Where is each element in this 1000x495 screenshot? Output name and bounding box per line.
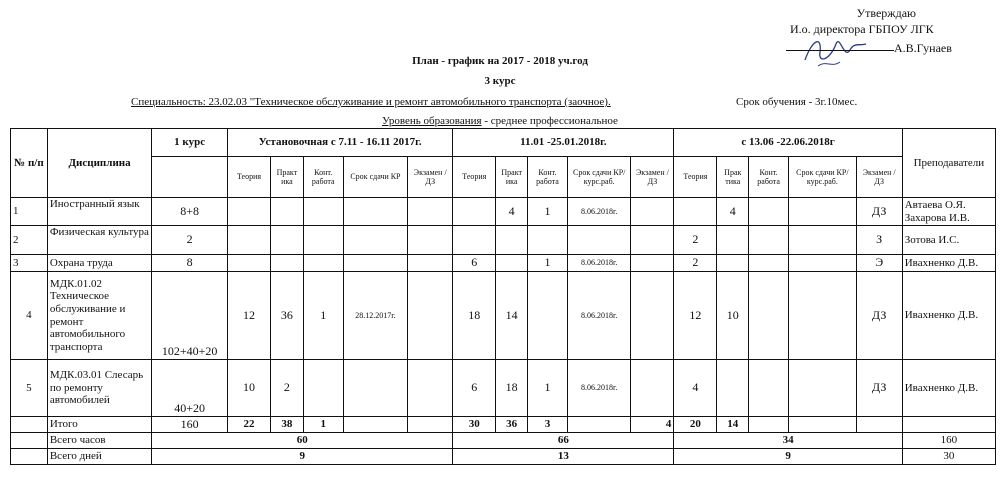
row-p1-practice xyxy=(271,198,304,226)
schedule-table xyxy=(10,128,996,465)
hours-total: 160 xyxy=(902,433,995,449)
total-teacher-blank xyxy=(902,417,995,433)
total-p3-exam xyxy=(856,417,902,433)
row-p2-deadline: 8.06.2018г. xyxy=(567,272,630,360)
total-label: Итого xyxy=(47,417,151,433)
days-period3: 9 xyxy=(674,449,902,465)
row-p2-theory xyxy=(453,226,496,255)
days-number-blank xyxy=(11,449,48,465)
row-p3-exam: З xyxy=(856,226,902,255)
approval-position: И.о. директора ГБПОУ ЛГК xyxy=(790,22,934,36)
total-p1-deadline xyxy=(343,417,408,433)
row-p2-exam xyxy=(631,272,674,360)
sub2-deadline: Срок сдачи КР/ курс.раб. xyxy=(567,157,630,198)
row-p1-control xyxy=(303,198,343,226)
row-p3-control xyxy=(749,255,789,272)
total-p1-exam xyxy=(408,417,453,433)
sub3-deadline: Срок сдачи КР/ курс.раб. xyxy=(789,157,857,198)
document-course: 3 курс xyxy=(484,75,516,87)
row-p2-practice: 18 xyxy=(496,360,528,417)
row-p2-practice: 14 xyxy=(496,272,528,360)
row-p1-exam xyxy=(408,198,453,226)
hours-period3: 34 xyxy=(674,433,902,449)
total-p1-practice: 38 xyxy=(271,417,304,433)
total-p1-control: 1 xyxy=(303,417,343,433)
row-number: 4 xyxy=(11,272,48,360)
study-term: Срок обучения - 3г.10мес. xyxy=(736,96,858,108)
document-title: План - график на 2017 - 2018 уч.год xyxy=(412,55,588,67)
total-p2-practice: 36 xyxy=(496,417,528,433)
header-number: № п/п xyxy=(11,129,48,198)
header-course1-blank xyxy=(152,157,228,198)
row-p2-practice xyxy=(496,255,528,272)
row-p2-theory: 6 xyxy=(453,360,496,417)
total-p2-control: 3 xyxy=(528,417,568,433)
header-period3: с 13.06 -22.06.2018г xyxy=(674,129,902,157)
row-p3-practice xyxy=(717,226,749,255)
row-p2-control xyxy=(528,272,568,360)
row-p1-theory xyxy=(228,226,271,255)
sub3-practice: Прак тика xyxy=(717,157,749,198)
row-teacher: Ивахненко Д.В. xyxy=(902,272,995,360)
sub3-exam: Экзамен / ДЗ xyxy=(856,157,902,198)
header-period1: Установочная с 7.11 - 16.11 2017г. xyxy=(228,129,453,157)
header-row-sub xyxy=(11,157,996,198)
row-p2-control: 1 xyxy=(528,198,568,226)
table-row xyxy=(11,198,996,226)
row-teacher: Зотова И.С. xyxy=(902,226,995,255)
approval-title: Утверждаю xyxy=(856,6,916,20)
row-p3-deadline xyxy=(789,198,857,226)
days-total: 30 xyxy=(902,449,995,465)
table-row xyxy=(11,255,996,272)
total-p3-deadline xyxy=(789,417,857,433)
row-p2-deadline: 8.06.2018г. xyxy=(567,360,630,417)
row-p2-practice: 4 xyxy=(496,198,528,226)
header-discipline: Дисциплина xyxy=(47,129,151,198)
sub2-practice: Практ ика xyxy=(496,157,528,198)
row-p2-control xyxy=(528,226,568,255)
row-p3-control xyxy=(749,226,789,255)
row-p3-theory: 2 xyxy=(674,226,717,255)
total-p1-theory: 22 xyxy=(228,417,271,433)
sub1-practice: Практ ика xyxy=(271,157,304,198)
row-discipline: МДК.03.01 Слесарь по ремонту автомобилей xyxy=(47,360,151,417)
row-p2-exam xyxy=(631,226,674,255)
education-level-label: Уровень образования xyxy=(382,115,482,127)
row-p3-exam: ДЗ xyxy=(856,272,902,360)
header-period2: 11.01 -25.01.2018г. xyxy=(453,129,674,157)
row-p2-control: 1 xyxy=(528,360,568,417)
total-p3-control xyxy=(749,417,789,433)
approval-name: А.В.Гунаев xyxy=(894,41,952,55)
total-p3-theory: 20 xyxy=(674,417,717,433)
sub3-theory: Теория xyxy=(674,157,717,198)
row-p1-control xyxy=(303,360,343,417)
hours-period1: 60 xyxy=(152,433,453,449)
specialty-line: Специальность: 23.02.03 "Техническое обслуживание и ремонт автомобильного транспорта (заочное). xyxy=(131,96,611,108)
row-p1-theory xyxy=(228,198,271,226)
row-p2-deadline: 8.06.2018г. xyxy=(567,198,630,226)
row-p1-deadline xyxy=(343,360,408,417)
header-course1: 1 курс xyxy=(152,129,228,157)
days-row xyxy=(11,449,996,465)
education-level xyxy=(0,115,1000,127)
row-p1-theory xyxy=(228,255,271,272)
total-row xyxy=(11,417,996,433)
total-number-blank xyxy=(11,417,48,433)
row-teacher: Ивахненко Д.В. xyxy=(902,360,995,417)
row-number: 1 xyxy=(11,198,48,226)
days-period1: 9 xyxy=(152,449,453,465)
row-p1-practice xyxy=(271,255,304,272)
row-p3-theory: 2 xyxy=(674,255,717,272)
total-p3-practice: 14 xyxy=(717,417,749,433)
hours-row xyxy=(11,433,996,449)
row-p1-deadline xyxy=(343,198,408,226)
row-p1-exam xyxy=(408,226,453,255)
row-course1: 2 xyxy=(152,226,228,255)
row-p2-exam xyxy=(631,255,674,272)
row-p1-theory: 10 xyxy=(228,360,271,417)
header-row-top xyxy=(11,129,996,157)
row-p3-deadline xyxy=(789,226,857,255)
sub1-deadline: Срок сдачи КР xyxy=(343,157,408,198)
row-number: 2 xyxy=(11,226,48,255)
sub1-theory: Теория xyxy=(228,157,271,198)
hours-label: Всего часов xyxy=(47,433,151,449)
row-p1-exam xyxy=(408,272,453,360)
row-course1: 8+8 xyxy=(152,198,228,226)
row-p2-theory xyxy=(453,198,496,226)
row-course1: 8 xyxy=(152,255,228,272)
row-p2-exam xyxy=(631,360,674,417)
hours-number-blank xyxy=(11,433,48,449)
row-p2-control: 1 xyxy=(528,255,568,272)
table-row xyxy=(11,226,996,255)
row-course1: 102+40+20 xyxy=(152,272,228,360)
row-p2-deadline: 8.06.2018г. xyxy=(567,255,630,272)
row-p1-exam xyxy=(408,360,453,417)
row-p2-theory: 18 xyxy=(453,272,496,360)
sub2-exam: Экзамен / ДЗ xyxy=(631,157,674,198)
sub3-control: Конт. работа xyxy=(749,157,789,198)
row-discipline: Физическая культура xyxy=(47,226,151,255)
row-discipline: Иностранный язык xyxy=(47,198,151,226)
row-number: 3 xyxy=(11,255,48,272)
signature-line xyxy=(786,50,894,51)
sub2-theory: Теория xyxy=(453,157,496,198)
row-p1-deadline xyxy=(343,255,408,272)
row-discipline: МДК.01.02 Техническое обслуживание и ремонт автомобильного транспорта xyxy=(47,272,151,360)
sub1-control: Конт. работа xyxy=(303,157,343,198)
row-p3-deadline xyxy=(789,272,857,360)
row-p3-practice xyxy=(717,255,749,272)
row-p1-control: 1 xyxy=(303,272,343,360)
row-number: 5 xyxy=(11,360,48,417)
row-p3-control xyxy=(749,360,789,417)
row-p2-theory: 6 xyxy=(453,255,496,272)
education-level-value: - среднее профессиональное xyxy=(481,115,618,127)
row-p3-theory xyxy=(674,198,717,226)
row-p3-deadline xyxy=(789,360,857,417)
row-teacher: Автаева О.Я. Захарова И.В. xyxy=(902,198,995,226)
row-p3-control xyxy=(749,272,789,360)
table-row xyxy=(11,360,996,417)
row-p3-theory: 4 xyxy=(674,360,717,417)
row-discipline: Охрана труда xyxy=(47,255,151,272)
row-p1-practice: 2 xyxy=(271,360,304,417)
row-p1-deadline xyxy=(343,226,408,255)
total-p2-deadline xyxy=(567,417,630,433)
row-p1-control xyxy=(303,226,343,255)
row-p1-control xyxy=(303,255,343,272)
row-p3-practice xyxy=(717,360,749,417)
row-p1-exam xyxy=(408,255,453,272)
row-p2-exam xyxy=(631,198,674,226)
total-course1: 160 xyxy=(152,417,228,433)
days-label: Всего дней xyxy=(47,449,151,465)
row-p3-deadline xyxy=(789,255,857,272)
sub1-exam: Экзамен / ДЗ xyxy=(408,157,453,198)
row-p3-practice: 4 xyxy=(717,198,749,226)
hours-period2: 66 xyxy=(453,433,674,449)
row-p3-exam: ДЗ xyxy=(856,198,902,226)
total-p2-exam: 4 xyxy=(631,417,674,433)
row-p3-theory: 12 xyxy=(674,272,717,360)
row-p1-practice xyxy=(271,226,304,255)
row-teacher: Ивахненко Д.В. xyxy=(902,255,995,272)
row-p3-exam: ДЗ xyxy=(856,360,902,417)
row-p1-practice: 36 xyxy=(271,272,304,360)
row-p2-practice xyxy=(496,226,528,255)
row-p1-deadline: 28.12.2017г. xyxy=(343,272,408,360)
header-teachers: Преподаватели xyxy=(902,129,995,198)
row-p2-deadline xyxy=(567,226,630,255)
days-period2: 13 xyxy=(453,449,674,465)
row-p1-theory: 12 xyxy=(228,272,271,360)
table-row xyxy=(11,272,996,360)
row-p3-exam: Э xyxy=(856,255,902,272)
row-p3-practice: 10 xyxy=(717,272,749,360)
total-p2-theory: 30 xyxy=(453,417,496,433)
row-p3-control xyxy=(749,198,789,226)
row-course1: 40+20 xyxy=(152,360,228,417)
sub2-control: Конт. работа xyxy=(528,157,568,198)
